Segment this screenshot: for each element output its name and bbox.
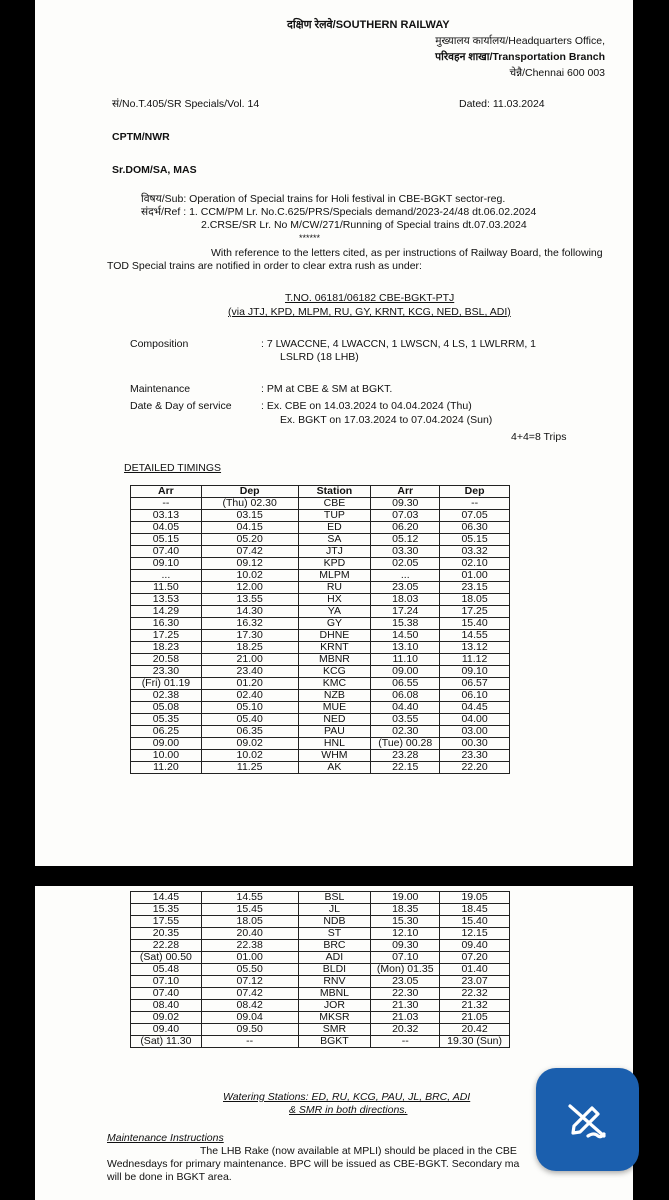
return-arr-cell: 22.15 <box>371 762 440 774</box>
return-arr-cell: 20.32 <box>371 1024 440 1036</box>
station-cell: ST <box>298 928 371 940</box>
trips-count: 4+4=8 Trips <box>511 431 567 443</box>
return-dep-cell: 11.12 <box>440 654 510 666</box>
dep-cell: 09.04 <box>201 1012 298 1024</box>
return-dep-cell: 22.20 <box>440 762 510 774</box>
arr-cell: 14.45 <box>131 892 202 904</box>
dep-cell: 01.00 <box>201 952 298 964</box>
return-arr-cell: 09.30 <box>371 940 440 952</box>
arr-cell: (Fri) 01.19 <box>131 678 202 690</box>
dep-cell: 05.40 <box>201 714 298 726</box>
arr-cell: 17.55 <box>131 916 202 928</box>
dep-cell: 07.12 <box>201 976 298 988</box>
return-dep-cell: 01.40 <box>440 964 510 976</box>
return-arr-cell: ... <box>371 570 440 582</box>
return-arr-cell: -- <box>371 1036 440 1048</box>
return-arr-cell: 14.50 <box>371 630 440 642</box>
return-arr-cell: 06.08 <box>371 690 440 702</box>
station-cell: TUP <box>298 510 371 522</box>
return-arr-cell: 07.03 <box>371 510 440 522</box>
arr-cell: 13.53 <box>131 594 202 606</box>
table-row <box>131 594 510 606</box>
station-cell: DHNE <box>298 630 371 642</box>
table-row <box>131 988 510 1000</box>
arr-cell: ... <box>131 570 202 582</box>
station-cell: HX <box>298 594 371 606</box>
return-dep-cell: 21.05 <box>440 1012 510 1024</box>
station-cell: KPD <box>298 558 371 570</box>
city-line: चेन्नै/Chennai 600 003 <box>509 67 605 79</box>
arr-cell: 15.35 <box>131 904 202 916</box>
return-arr-cell: 03.30 <box>371 546 440 558</box>
return-dep-cell: 13.12 <box>440 642 510 654</box>
station-cell: SMR <box>298 1024 371 1036</box>
dep-cell: 18.25 <box>201 642 298 654</box>
table-row <box>131 522 510 534</box>
return-dep-cell: -- <box>440 498 510 510</box>
service-value-2: Ex. BGKT on 17.03.2024 to 07.04.2024 (Sun) <box>280 414 493 426</box>
return-arr-cell: (Tue) 00.28 <box>371 738 440 750</box>
edit-fab-button[interactable] <box>536 1068 639 1171</box>
arr-cell: 20.58 <box>131 654 202 666</box>
station-cell: NZB <box>298 690 371 702</box>
arr-cell: 16.30 <box>131 618 202 630</box>
station-cell: JOR <box>298 1000 371 1012</box>
station-cell: AK <box>298 762 371 774</box>
document-page-1 <box>35 0 633 866</box>
station-cell: BLDI <box>298 964 371 976</box>
station-cell: JTJ <box>298 546 371 558</box>
timings-table-page-2 <box>130 891 510 1048</box>
arr-cell: 03.13 <box>131 510 202 522</box>
station-cell: WHM <box>298 750 371 762</box>
arr-cell: 02.38 <box>131 690 202 702</box>
reference-line-1: संदर्भ/Ref : 1. CCM/PM Lr. No.C.625/PRS/Specials demand/2023-24/48 dt.06.02.2024 <box>141 206 537 218</box>
return-arr-cell: 21.30 <box>371 1000 440 1012</box>
arr-cell: 11.50 <box>131 582 202 594</box>
arr-cell: 06.25 <box>131 726 202 738</box>
station-cell: PAU <box>298 726 371 738</box>
return-dep-cell: 19.05 <box>440 892 510 904</box>
timings-table-page-1 <box>130 485 510 774</box>
table-row <box>131 582 510 594</box>
arr-cell: 14.29 <box>131 606 202 618</box>
header-arr-return: Arr <box>371 486 440 498</box>
return-arr-cell: 13.10 <box>371 642 440 654</box>
station-cell: GY <box>298 618 371 630</box>
table-row <box>131 714 510 726</box>
service-value-1: : Ex. CBE on 14.03.2024 to 04.04.2024 (Thu) <box>261 400 472 412</box>
edit-pencil-icon <box>564 1096 610 1142</box>
branch-line: परिवहन शाखा/Transportation Branch <box>435 51 605 63</box>
return-dep-cell: 03.32 <box>440 546 510 558</box>
dep-cell: 06.35 <box>201 726 298 738</box>
return-dep-cell: 23.15 <box>440 582 510 594</box>
table-row <box>131 976 510 988</box>
addressee-2: Sr.DOM/SA, MAS <box>112 164 197 176</box>
composition-value-2: LSLRD (18 LHB) <box>280 351 359 363</box>
return-arr-cell: 05.12 <box>371 534 440 546</box>
return-arr-cell: 18.03 <box>371 594 440 606</box>
return-dep-cell: 04.00 <box>440 714 510 726</box>
return-dep-cell: 06.30 <box>440 522 510 534</box>
dep-cell: 11.25 <box>201 762 298 774</box>
station-cell: MKSR <box>298 1012 371 1024</box>
arr-cell: 05.15 <box>131 534 202 546</box>
return-dep-cell: 02.10 <box>440 558 510 570</box>
table-row <box>131 546 510 558</box>
arr-cell: -- <box>131 498 202 510</box>
arr-cell: 23.30 <box>131 666 202 678</box>
station-cell: SA <box>298 534 371 546</box>
maintenance-value: : PM at CBE & SM at BGKT. <box>261 383 393 395</box>
table-row <box>131 690 510 702</box>
letter-date: Dated: 11.03.2024 <box>459 98 545 110</box>
return-arr-cell: 03.55 <box>371 714 440 726</box>
return-arr-cell: 23.05 <box>371 976 440 988</box>
station-cell: RU <box>298 582 371 594</box>
table-row <box>131 642 510 654</box>
dep-cell: 09.50 <box>201 1024 298 1036</box>
dep-cell: 05.50 <box>201 964 298 976</box>
arr-cell: 09.02 <box>131 1012 202 1024</box>
return-arr-cell: 09.00 <box>371 666 440 678</box>
return-arr-cell: 23.28 <box>371 750 440 762</box>
return-dep-cell: 23.07 <box>440 976 510 988</box>
dep-cell: 17.30 <box>201 630 298 642</box>
dep-cell: 07.42 <box>201 988 298 1000</box>
composition-value-1: : 7 LWACCNE, 4 LWACCN, 1 LWSCN, 4 LS, 1 LWLRRM, 1 <box>261 338 537 350</box>
watering-stations-note: & SMR in both directions. <box>289 1104 408 1116</box>
table-header-row <box>131 486 510 498</box>
dep-cell: 21.00 <box>201 654 298 666</box>
return-dep-cell: 18.05 <box>440 594 510 606</box>
table-row <box>131 928 510 940</box>
station-cell: NED <box>298 714 371 726</box>
return-dep-cell: 09.40 <box>440 940 510 952</box>
return-dep-cell: 01.00 <box>440 570 510 582</box>
return-dep-cell: 15.40 <box>440 618 510 630</box>
return-arr-cell: 02.30 <box>371 726 440 738</box>
return-dep-cell: 00.30 <box>440 738 510 750</box>
return-dep-cell: 19.30 (Sun) <box>440 1036 510 1048</box>
dep-cell: (Thu) 02.30 <box>201 498 298 510</box>
arr-cell: 05.48 <box>131 964 202 976</box>
return-dep-cell: 07.05 <box>440 510 510 522</box>
station-cell: KRNT <box>298 642 371 654</box>
return-dep-cell: 22.32 <box>440 988 510 1000</box>
table-row <box>131 916 510 928</box>
table-row <box>131 940 510 952</box>
return-dep-cell: 20.42 <box>440 1024 510 1036</box>
dep-cell: 08.42 <box>201 1000 298 1012</box>
arr-cell: 09.40 <box>131 1024 202 1036</box>
arr-cell: 20.35 <box>131 928 202 940</box>
return-arr-cell: 06.55 <box>371 678 440 690</box>
table-row <box>131 952 510 964</box>
arr-cell: 07.40 <box>131 546 202 558</box>
return-arr-cell: 02.05 <box>371 558 440 570</box>
dep-cell: 10.02 <box>201 750 298 762</box>
arr-cell: 10.00 <box>131 750 202 762</box>
dep-cell: 16.32 <box>201 618 298 630</box>
return-dep-cell: 14.55 <box>440 630 510 642</box>
arr-cell: 17.25 <box>131 630 202 642</box>
station-cell: MLPM <box>298 570 371 582</box>
maintenance-label: Maintenance <box>130 383 191 395</box>
station-cell: YA <box>298 606 371 618</box>
table-row <box>131 1036 510 1048</box>
station-cell: RNV <box>298 976 371 988</box>
reference-number: सं/No.T.405/SR Specials/Vol. 14 <box>112 98 260 110</box>
maintenance-instructions-heading: Maintenance Instructions <box>107 1132 224 1144</box>
composition-label: Composition <box>130 338 189 350</box>
return-arr-cell: 04.40 <box>371 702 440 714</box>
table-row <box>131 726 510 738</box>
station-cell: MBNR <box>298 654 371 666</box>
table-row <box>131 654 510 666</box>
dep-cell: 12.00 <box>201 582 298 594</box>
table-row <box>131 498 510 510</box>
arr-cell: 05.08 <box>131 702 202 714</box>
return-dep-cell: 03.00 <box>440 726 510 738</box>
railway-title: दक्षिण रेलवे/SOUTHERN RAILWAY <box>287 19 450 31</box>
subject-line: विषय/Sub: Operation of Special trains for Holi festival in CBE-BGKT sector-reg. <box>141 193 506 205</box>
intro-line-2: TOD Special trains are notified in order to clear extra rush as under: <box>107 260 422 272</box>
arr-cell: 22.28 <box>131 940 202 952</box>
dep-cell: 05.20 <box>201 534 298 546</box>
dep-cell: 09.12 <box>201 558 298 570</box>
table-row <box>131 904 510 916</box>
dep-cell: 22.38 <box>201 940 298 952</box>
dep-cell: 14.30 <box>201 606 298 618</box>
return-dep-cell: 23.30 <box>440 750 510 762</box>
return-arr-cell: 22.30 <box>371 988 440 1000</box>
dep-cell: 01.20 <box>201 678 298 690</box>
table-row <box>131 702 510 714</box>
reference-line-2: 2.CRSE/SR Lr. No M/CW/271/Running of Special trains dt.07.03.2024 <box>201 219 527 231</box>
return-arr-cell: 15.38 <box>371 618 440 630</box>
arr-cell: 08.40 <box>131 1000 202 1012</box>
table-row <box>131 666 510 678</box>
station-cell: HNL <box>298 738 371 750</box>
arr-cell: 07.40 <box>131 988 202 1000</box>
table-row <box>131 762 510 774</box>
train-route: (via JTJ, KPD, MLPM, RU, GY, KRNT, KCG, NED, BSL, ADI) <box>228 306 511 318</box>
dep-cell: 09.02 <box>201 738 298 750</box>
table-row <box>131 1000 510 1012</box>
arr-cell: 04.05 <box>131 522 202 534</box>
station-cell: KMC <box>298 678 371 690</box>
arr-cell: 09.00 <box>131 738 202 750</box>
arr-cell: 09.10 <box>131 558 202 570</box>
dep-cell: 20.40 <box>201 928 298 940</box>
station-cell: MUE <box>298 702 371 714</box>
dep-cell: 02.40 <box>201 690 298 702</box>
station-cell: ED <box>298 522 371 534</box>
dep-cell: 18.05 <box>201 916 298 928</box>
dep-cell: 05.10 <box>201 702 298 714</box>
return-arr-cell: (Mon) 01.35 <box>371 964 440 976</box>
table-row <box>131 606 510 618</box>
maintenance-line-3: will be done in BGKT area. <box>107 1171 232 1183</box>
table-row <box>131 510 510 522</box>
station-cell: CBE <box>298 498 371 510</box>
table-row <box>131 964 510 976</box>
arr-cell: (Sat) 00.50 <box>131 952 202 964</box>
return-dep-cell: 04.45 <box>440 702 510 714</box>
table-row <box>131 558 510 570</box>
office-line: मुख्यालय कार्यालय/Headquarters Office, <box>435 35 605 47</box>
intro-line-1: With reference to the letters cited, as per instructions of Railway Board, the following <box>211 247 603 259</box>
return-dep-cell: 15.40 <box>440 916 510 928</box>
maintenance-line-1: The LHB Rake (now available at MPLI) should be placed in the CBE <box>200 1145 517 1157</box>
station-cell: BRC <box>298 940 371 952</box>
table-row <box>131 618 510 630</box>
arr-cell: (Sat) 11.30 <box>131 1036 202 1048</box>
header-station: Station <box>298 486 371 498</box>
table-row <box>131 630 510 642</box>
table-row <box>131 738 510 750</box>
station-cell: ADI <box>298 952 371 964</box>
return-arr-cell: 23.05 <box>371 582 440 594</box>
table-row <box>131 1024 510 1036</box>
return-dep-cell: 05.15 <box>440 534 510 546</box>
header-dep: Dep <box>201 486 298 498</box>
table-row <box>131 678 510 690</box>
arr-cell: 18.23 <box>131 642 202 654</box>
station-cell: BSL <box>298 892 371 904</box>
dep-cell: 14.55 <box>201 892 298 904</box>
table-row <box>131 1012 510 1024</box>
separator-stars: ****** <box>299 233 321 243</box>
watering-stations: Watering Stations: ED, RU, KCG, PAU, JL, BRC, ADI <box>223 1091 471 1103</box>
arr-cell: 11.20 <box>131 762 202 774</box>
dep-cell: 15.45 <box>201 904 298 916</box>
service-label: Date & Day of service <box>130 400 232 412</box>
table-row <box>131 750 510 762</box>
dep-cell: 10.02 <box>201 570 298 582</box>
return-arr-cell: 07.10 <box>371 952 440 964</box>
return-arr-cell: 15.30 <box>371 916 440 928</box>
header-arr: Arr <box>131 486 202 498</box>
return-dep-cell: 07.20 <box>440 952 510 964</box>
return-arr-cell: 06.20 <box>371 522 440 534</box>
return-dep-cell: 06.57 <box>440 678 510 690</box>
table-row <box>131 534 510 546</box>
return-arr-cell: 11.10 <box>371 654 440 666</box>
return-dep-cell: 21.32 <box>440 1000 510 1012</box>
train-number: T.NO. 06181/06182 CBE-BGKT-PTJ <box>285 292 455 304</box>
addressee-1: CPTM/NWR <box>112 131 170 143</box>
station-cell: KCG <box>298 666 371 678</box>
return-arr-cell: 18.35 <box>371 904 440 916</box>
dep-cell: 07.42 <box>201 546 298 558</box>
return-dep-cell: 12.15 <box>440 928 510 940</box>
return-dep-cell: 06.10 <box>440 690 510 702</box>
return-arr-cell: 12.10 <box>371 928 440 940</box>
return-arr-cell: 09.30 <box>371 498 440 510</box>
dep-cell: 03.15 <box>201 510 298 522</box>
header-dep-return: Dep <box>440 486 510 498</box>
return-dep-cell: 17.25 <box>440 606 510 618</box>
station-cell: JL <box>298 904 371 916</box>
station-cell: MBNL <box>298 988 371 1000</box>
dep-cell: 13.55 <box>201 594 298 606</box>
station-cell: NDB <box>298 916 371 928</box>
return-arr-cell: 19.00 <box>371 892 440 904</box>
dep-cell: 04.15 <box>201 522 298 534</box>
dep-cell: 23.40 <box>201 666 298 678</box>
station-cell: BGKT <box>298 1036 371 1048</box>
return-arr-cell: 21.03 <box>371 1012 440 1024</box>
return-arr-cell: 17.24 <box>371 606 440 618</box>
arr-cell: 05.35 <box>131 714 202 726</box>
table-row <box>131 570 510 582</box>
maintenance-line-2: Wednesdays for primary maintenance. BPC will be issued as CBE-BGKT. Secondary ma <box>107 1158 520 1170</box>
table-row <box>131 892 510 904</box>
dep-cell: -- <box>201 1036 298 1048</box>
arr-cell: 07.10 <box>131 976 202 988</box>
return-dep-cell: 09.10 <box>440 666 510 678</box>
return-dep-cell: 18.45 <box>440 904 510 916</box>
detailed-timings-heading: DETAILED TIMINGS <box>124 462 222 474</box>
